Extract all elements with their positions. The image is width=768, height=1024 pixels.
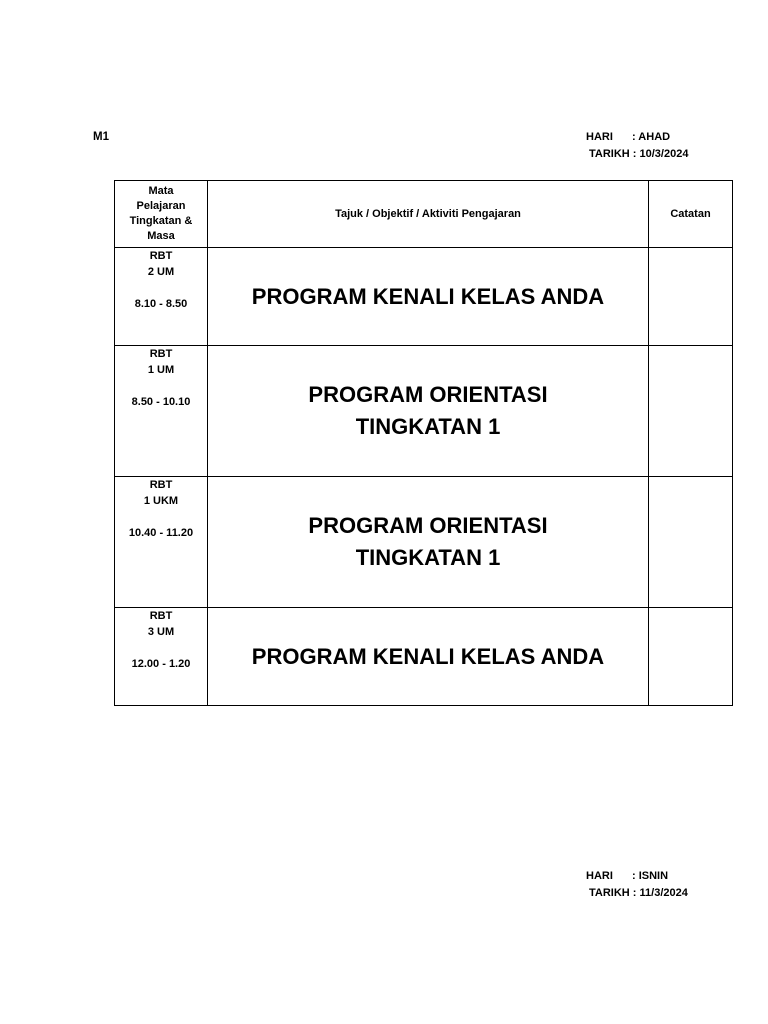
notes-cell	[649, 248, 733, 346]
slot-cell	[115, 477, 208, 608]
header-subject	[115, 181, 208, 248]
class-name: 1 UM	[147, 364, 175, 376]
topic-line: TINGKATAN 1	[355, 545, 501, 570]
time-slot: 12.00 - 1.20	[131, 658, 191, 670]
tarikh-value: : 11/3/2024	[632, 887, 688, 899]
time-slot: 8.10 - 8.50	[134, 298, 188, 310]
header-notes: Catatan	[649, 181, 733, 248]
slot-cell	[115, 248, 208, 346]
topic-cell	[208, 346, 649, 477]
hari-label: HARI	[586, 870, 613, 882]
table-row	[115, 346, 733, 477]
hari-line	[586, 129, 688, 146]
topic-line: TINGKATAN 1	[355, 414, 501, 439]
table-row	[115, 477, 733, 608]
class-name: 3 UM	[147, 626, 175, 638]
class-name: 2 UM	[147, 266, 175, 278]
table-header-row	[115, 181, 733, 248]
tarikh-label: TARIKH	[589, 887, 630, 899]
day-block-1	[586, 129, 688, 163]
header-subject-line: Masa	[147, 230, 175, 242]
subject-code: RBT	[149, 479, 173, 491]
topic-line: PROGRAM ORIENTASI	[308, 513, 548, 538]
header-topic: Tajuk / Objektif / Aktiviti Pengajaran	[208, 181, 649, 248]
table-row	[115, 608, 733, 706]
topic-cell	[208, 477, 649, 608]
class-name: 1 UKM	[143, 495, 179, 507]
topic-line: PROGRAM KENALI KELAS ANDA	[251, 643, 605, 669]
header-subject-line: Tingkatan &	[129, 215, 193, 227]
subject-code: RBT	[149, 610, 173, 622]
hari-value: : ISNIN	[632, 870, 669, 882]
topic-line: PROGRAM ORIENTASI	[308, 382, 548, 407]
page-label: M1	[93, 131, 109, 143]
header-subject-line: Pelajaran	[136, 200, 186, 212]
time-slot: 10.40 - 11.20	[128, 527, 194, 539]
tarikh-value: : 10/3/2024	[632, 148, 689, 160]
topic-cell	[208, 248, 649, 346]
table-row	[115, 248, 733, 346]
topic-line: PROGRAM KENALI KELAS ANDA	[251, 283, 605, 309]
tarikh-line	[586, 146, 688, 163]
day-block-2	[586, 868, 688, 902]
hari-line	[586, 868, 688, 885]
subject-code: RBT	[149, 250, 173, 262]
lesson-plan-table	[114, 180, 733, 706]
tarikh-label: TARIKH	[589, 148, 630, 160]
subject-code: RBT	[149, 348, 173, 360]
notes-cell	[649, 477, 733, 608]
notes-cell	[649, 346, 733, 477]
header-subject-line: Mata	[148, 185, 174, 197]
hari-label: HARI	[586, 131, 613, 143]
hari-value: : AHAD	[632, 131, 671, 143]
notes-cell	[649, 608, 733, 706]
time-slot: 8.50 - 10.10	[131, 396, 191, 408]
slot-cell	[115, 346, 208, 477]
tarikh-line	[586, 885, 688, 902]
slot-cell	[115, 608, 208, 706]
topic-cell	[208, 608, 649, 706]
